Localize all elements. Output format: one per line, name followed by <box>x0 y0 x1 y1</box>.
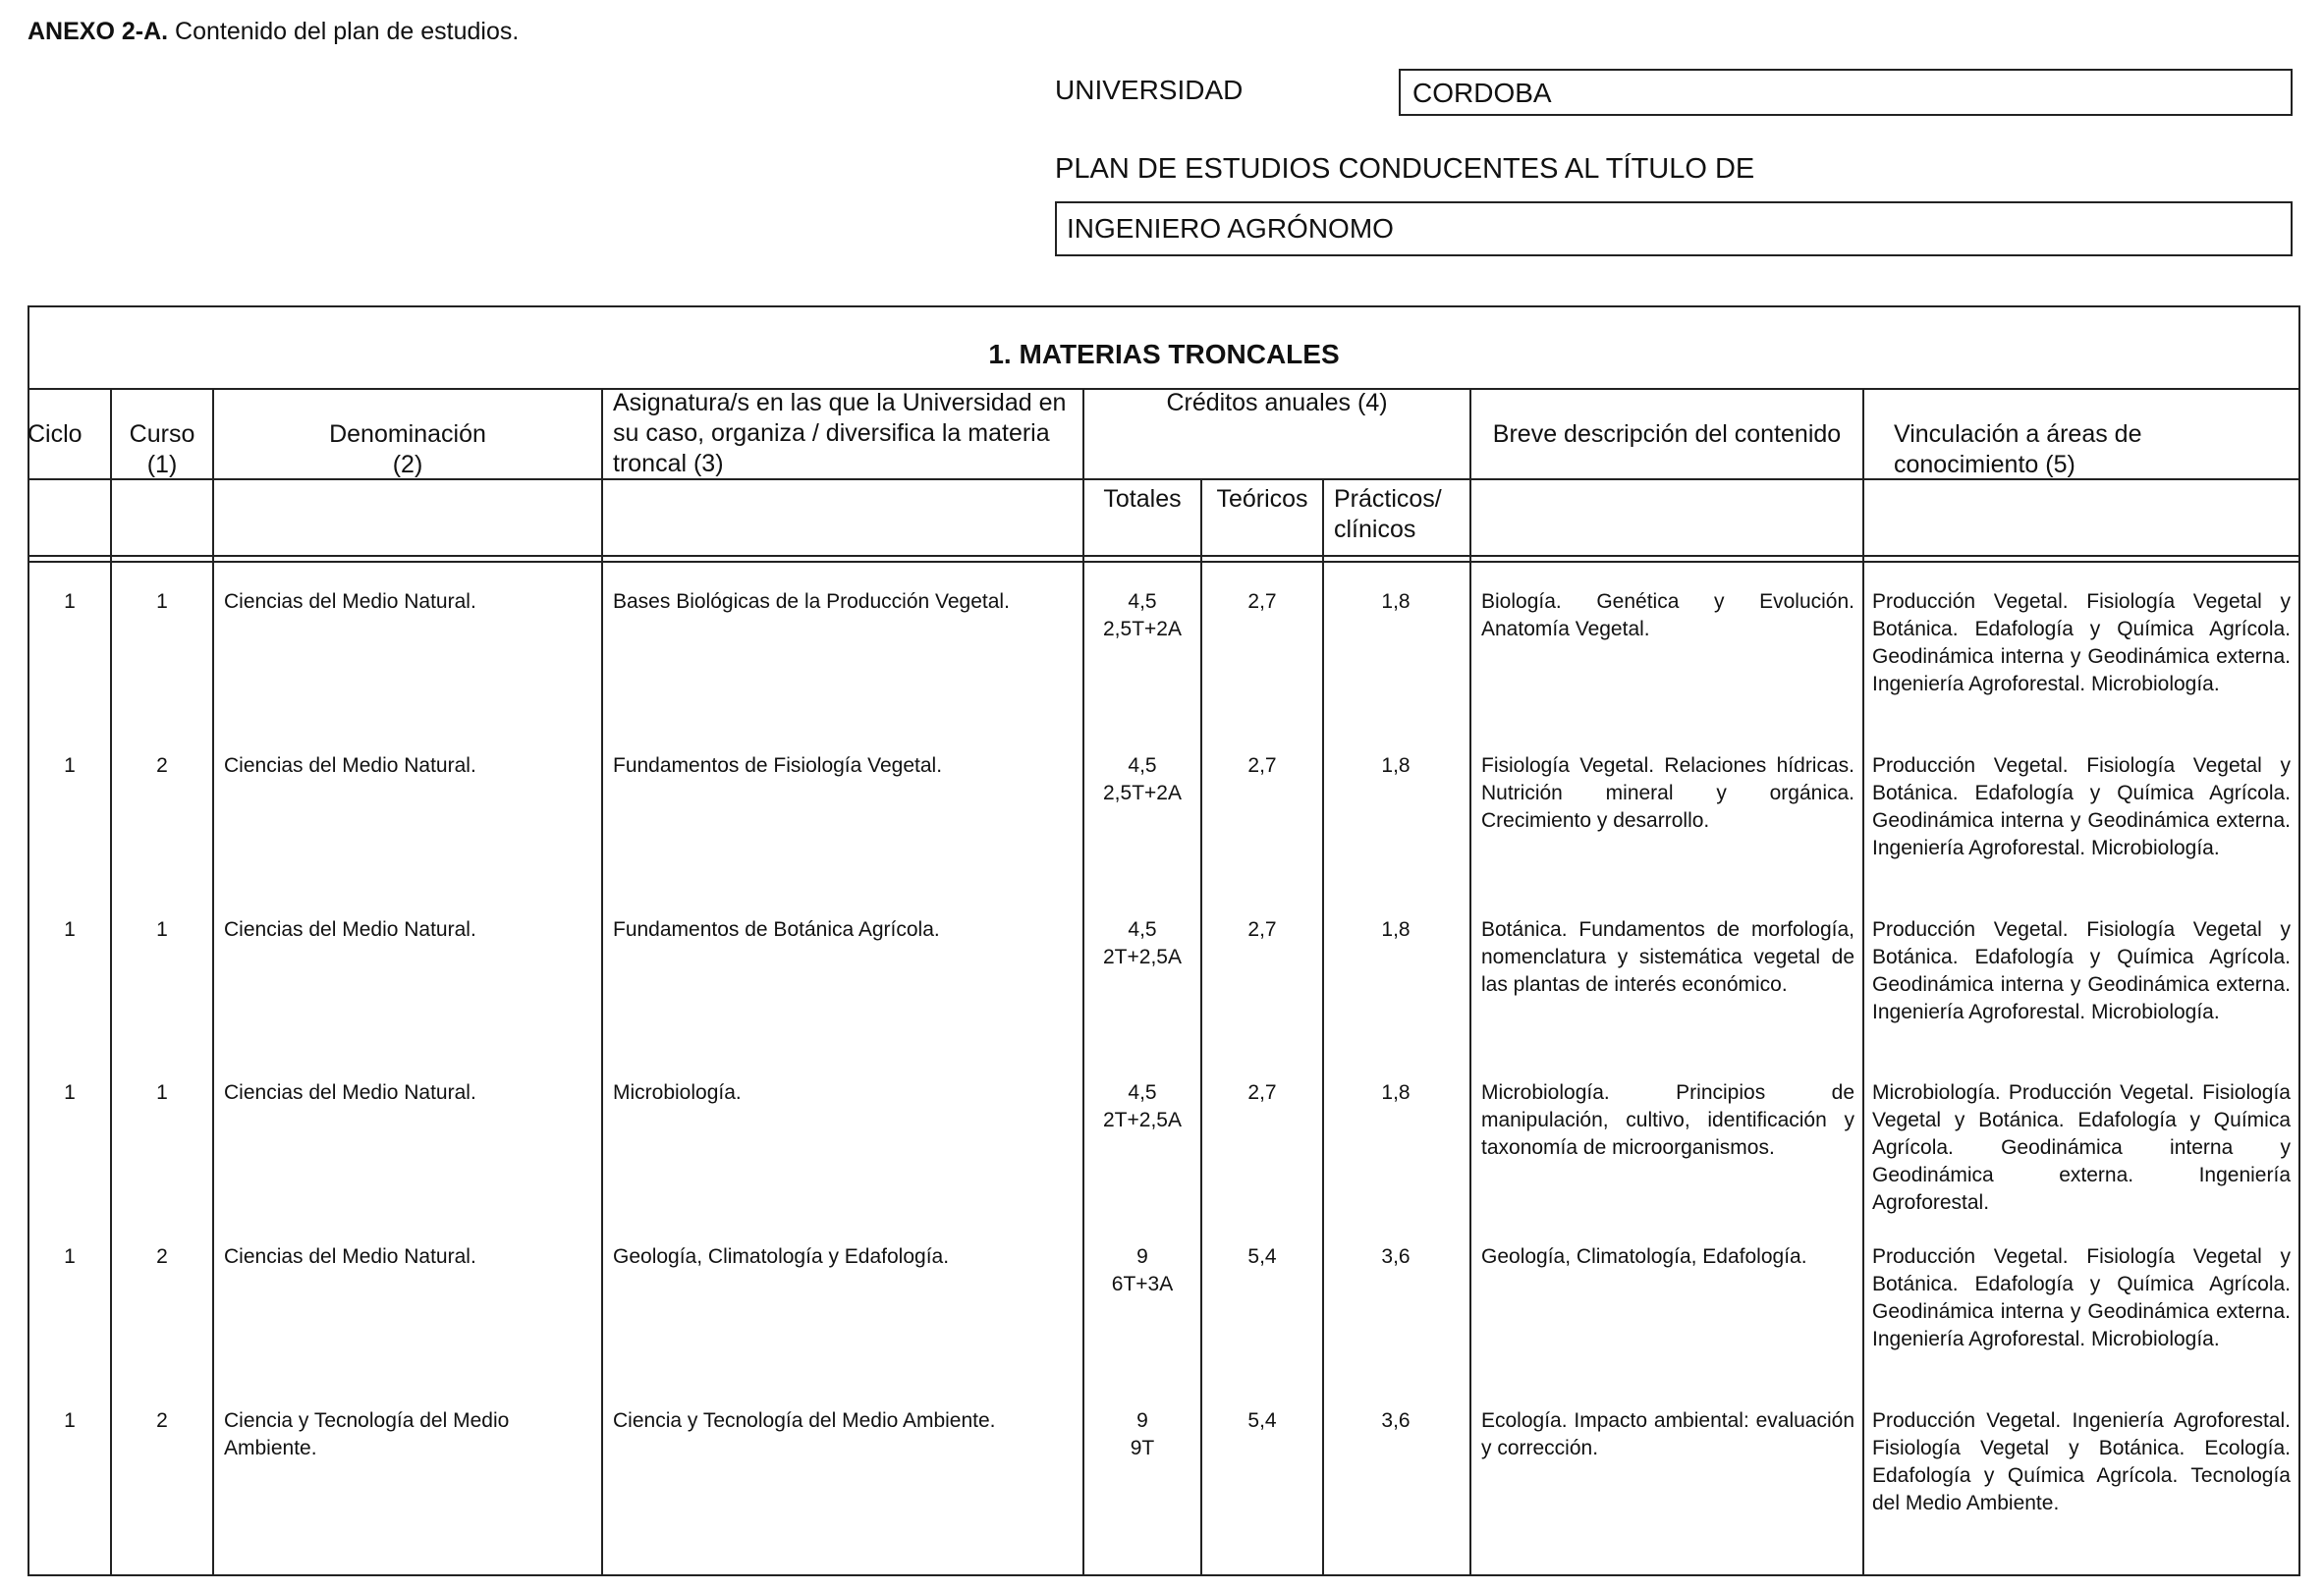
cell-denominacion: Ciencia y Tecnología del Medio Ambiente. <box>224 1409 510 1459</box>
cell-asignatura: Ciencia y Tecnología del Medio Ambiente. <box>613 1409 996 1432</box>
cell-descripcion: Botánica. Fundamentos de morfología, nomenclatura y sistemática vegetal de las plantas de interés económico. <box>1481 918 1854 996</box>
cell-totales <box>1084 916 1200 971</box>
cell-totales-detail: 2,5T+2A <box>1103 618 1182 640</box>
col-divider <box>1862 390 1864 1576</box>
col-divider <box>601 390 603 1576</box>
header-denominacion <box>214 419 601 480</box>
cell-totales-value: 4,5 <box>1128 590 1157 613</box>
cell-ciclo: 1 <box>64 1245 76 1268</box>
cell-denominacion: Ciencias del Medio Natural. <box>224 1081 476 1104</box>
cell-ciclo: 1 <box>64 590 76 613</box>
header-practicos: Prácticos/ clínicos <box>1334 485 1442 543</box>
cell-descripcion: Geología, Climatología, Edafología. <box>1481 1245 1807 1268</box>
cell-practicos: 3,6 <box>1381 1409 1411 1432</box>
cell-totales <box>1084 752 1200 807</box>
header-asignatura: Asignatura/s en las que la Universidad en su caso, organiza / diversifica la materia troncal (3) <box>613 389 1067 477</box>
cell-teoricos: 2,7 <box>1247 918 1277 941</box>
annex-label: ANEXO 2-A. <box>28 18 169 45</box>
cell-totales <box>1084 1079 1200 1134</box>
cell-practicos: 1,8 <box>1381 590 1411 613</box>
cell-totales-value: 9 <box>1136 1245 1148 1268</box>
section-title: 1. MATERIAS TRONCALES <box>29 307 2298 390</box>
cell-denominacion: Ciencias del Medio Natural. <box>224 754 476 777</box>
cell-totales-detail: 6T+3A <box>1111 1273 1174 1295</box>
header-divider <box>29 555 2298 557</box>
cell-vinculacion: Microbiología. Producción Vegetal. Fisiología Vegetal y Botánica. Edafología y Química Agrícola. Geodinámica interna y Geodinámica externa. Ingeniería Agroforestal. <box>1872 1081 2291 1214</box>
annex-heading <box>28 18 519 46</box>
cell-descripcion: Microbiología. Principios de manipulación, cultivo, identificación y taxonomía de microorganismos. <box>1481 1081 1854 1159</box>
plan-label: PLAN DE ESTUDIOS CONDUCENTES AL TÍTULO DE <box>1055 153 1755 185</box>
header-curso <box>112 419 212 480</box>
header-teoricos: Teóricos <box>1216 485 1308 513</box>
degree-title: INGENIERO AGRÓNOMO <box>1055 201 2293 256</box>
subjects-table <box>28 305 2300 1576</box>
col-divider <box>1082 390 1084 1576</box>
cell-ciclo: 1 <box>64 1081 76 1104</box>
cell-totales-detail: 2T+2,5A <box>1103 946 1182 968</box>
cell-vinculacion: Producción Vegetal. Fisiología Vegetal y Botánica. Edafología y Química Agrícola. Geodinámica interna y Geodinámica externa. Ingeniería Agroforestal. Microbiología. <box>1872 918 2291 1023</box>
header-denominacion-note: (2) <box>392 451 423 478</box>
cell-curso: 2 <box>156 754 168 777</box>
header-creditos: Créditos anuales (4) <box>1166 389 1388 416</box>
cell-ciclo: 1 <box>64 918 76 941</box>
cell-ciclo: 1 <box>64 754 76 777</box>
cell-asignatura: Fundamentos de Fisiología Vegetal. <box>613 754 943 777</box>
cell-curso: 1 <box>156 918 168 941</box>
cell-vinculacion: Producción Vegetal. Fisiología Vegetal y Botánica. Edafología y Química Agrícola. Geodinámica interna y Geodinámica externa. Ingeniería Agroforestal. Microbiología. <box>1872 590 2291 695</box>
cell-teoricos: 5,4 <box>1247 1409 1277 1432</box>
header-vinculacion: Vinculación a áreas de conocimiento (5) <box>1894 420 2142 478</box>
col-divider <box>1469 390 1471 1576</box>
cell-asignatura: Geología, Climatología y Edafología. <box>613 1245 950 1268</box>
cell-totales-value: 4,5 <box>1128 1081 1157 1104</box>
university-label: UNIVERSIDAD <box>1055 75 1244 105</box>
cell-descripcion: Fisiología Vegetal. Relaciones hídricas. Nutrición mineral y orgánica. Crecimiento y desarrollo. <box>1481 754 1854 832</box>
cell-practicos: 1,8 <box>1381 754 1411 777</box>
header-denominacion-label: Denominación <box>329 420 486 448</box>
cell-descripcion: Biología. Genética y Evolución. Anatomía Vegetal. <box>1481 590 1854 640</box>
cell-totales <box>1084 588 1200 643</box>
cell-vinculacion: Producción Vegetal. Fisiología Vegetal y Botánica. Edafología y Química Agrícola. Geodinámica interna y Geodinámica externa. Ingeniería Agroforestal. Microbiología. <box>1872 754 2291 859</box>
header-descripcion: Breve descripción del contenido <box>1492 420 1842 448</box>
cell-curso: 1 <box>156 1081 168 1104</box>
cell-denominacion: Ciencias del Medio Natural. <box>224 1245 476 1268</box>
cell-practicos: 1,8 <box>1381 1081 1411 1104</box>
cell-totales-detail: 2,5T+2A <box>1103 782 1182 804</box>
cell-vinculacion: Producción Vegetal. Fisiología Vegetal y Botánica. Edafología y Química Agrícola. Geodinámica interna y Geodinámica externa. Ingeniería Agroforestal. Microbiología. <box>1872 1245 2291 1350</box>
header-totales: Totales <box>1103 485 1182 513</box>
header-curso-note: (1) <box>146 451 178 478</box>
cell-totales-value: 4,5 <box>1128 754 1157 777</box>
cell-denominacion: Ciencias del Medio Natural. <box>224 590 476 613</box>
header-ciclo: Ciclo <box>28 420 83 448</box>
cell-vinculacion: Producción Vegetal. Ingeniería Agroforestal. Fisiología Vegetal y Botánica. Ecología. Edafología y Química Agrícola. Tecnología del Medio Ambiente. <box>1872 1409 2291 1514</box>
cell-descripcion: Ecología. Impacto ambiental: evaluación y corrección. <box>1481 1409 1854 1459</box>
cell-curso: 1 <box>156 590 168 613</box>
cell-totales-detail: 2T+2,5A <box>1103 1109 1182 1131</box>
cell-totales <box>1084 1407 1200 1462</box>
cell-curso: 2 <box>156 1245 168 1268</box>
cell-totales <box>1084 1243 1200 1298</box>
header-divider <box>29 561 2298 563</box>
cell-curso: 2 <box>156 1409 168 1432</box>
annex-text: Contenido del plan de estudios. <box>175 18 520 45</box>
cell-teoricos: 2,7 <box>1247 754 1277 777</box>
cell-totales-value: 4,5 <box>1128 918 1157 941</box>
university-value: CORDOBA <box>1399 69 2293 116</box>
cell-denominacion: Ciencias del Medio Natural. <box>224 918 476 941</box>
cell-asignatura: Bases Biológicas de la Producción Vegetal. <box>613 590 1010 613</box>
cell-teoricos: 5,4 <box>1247 1245 1277 1268</box>
cell-totales-value: 9 <box>1136 1409 1148 1432</box>
cell-practicos: 3,6 <box>1381 1245 1411 1268</box>
cell-teoricos: 2,7 <box>1247 1081 1277 1104</box>
cell-asignatura: Fundamentos de Botánica Agrícola. <box>613 918 940 941</box>
col-divider <box>110 390 112 1576</box>
header-curso-label: Curso <box>129 420 195 448</box>
cell-totales-detail: 9T <box>1130 1437 1155 1459</box>
cell-teoricos: 2,7 <box>1247 590 1277 613</box>
cell-asignatura: Microbiología. <box>613 1081 742 1104</box>
cell-practicos: 1,8 <box>1381 918 1411 941</box>
col-divider <box>212 390 214 1576</box>
cell-ciclo: 1 <box>64 1409 76 1432</box>
